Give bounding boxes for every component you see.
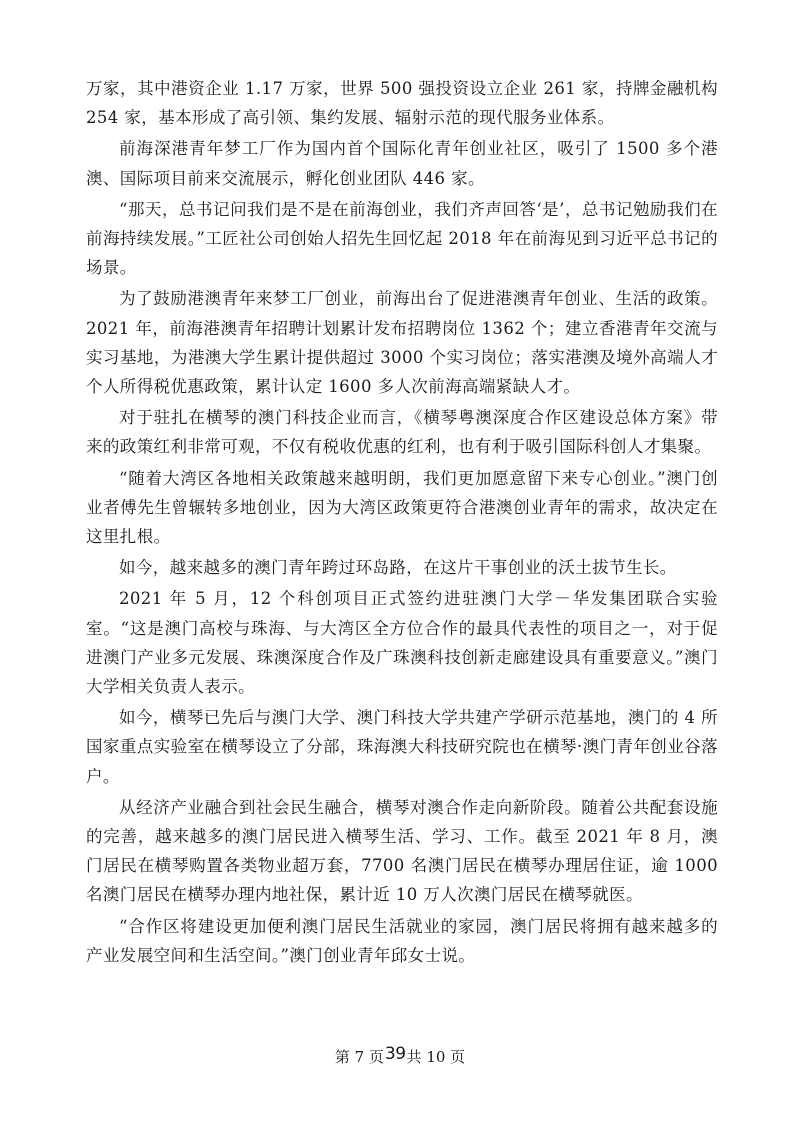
paragraph-1: 万家，其中港资企业 1.17 万家，世界 500 强投资设立企业 261 家，持牌金融机构 254 家，基本形成了高引领、集约发展、辐射示范的现代服务业体系。 — [86, 79, 718, 128]
paragraph-5: 对于驻扎在横琴的澳门科技企业而言，《横琴粤澳深度合作区建设总体方案》带来的政策红利非常可观，不仅有税收优惠的红利，也有利于吸引国际科创人才集聚。 — [86, 408, 718, 457]
paragraph-4: 为了鼓励港澳青年来梦工厂创业，前海出台了促进港澳青年创业、生活的政策。2021 年，前海港澳青年招聘计划累计发布招聘岗位 1362 个；建立香港青年交流与实习基地，为港澳大学生累计提供超过 3000 个实习岗位；落实港澳及境外高端人才个人所得税优惠政策，累计认定 1600 多人次前海高端紧缺人才。 — [86, 289, 718, 397]
page-total-label: 共 10 页 — [406, 1048, 466, 1066]
paragraph-3: “那天，总书记问我们是不是在前海创业，我们齐声回答‘是’，总书记勉励我们在前海持续发展。”工匠社公司创始人招先生回忆起 2018 年在前海见到习近平总书记的场景。 — [86, 199, 718, 278]
paragraph-9: 如今，横琴已先后与澳门大学、澳门科技大学共建产学研示范基地，澳门的 4 所国家重点实验室在横琴设立了分部，珠海澳大科技研究院也在横琴·澳门青年创业谷落户。 — [86, 708, 718, 786]
paragraph-7: 如今，越来越多的澳门青年跨过环岛路，在这片干事创业的沃土拔节生长。 — [119, 558, 677, 578]
paragraph-8: 2021 年 5 月，12 个科创项目正式签约进驻澳门大学－华发集团联合实验室。“这是澳门高校与珠海、与大湾区全方位合作的最具代表性的项目之一，对于促进澳门产业多元发展、珠澳深度合作及广珠澳科技创新走廊建设具有重要意义。”澳门大学相关负责人表示。 — [86, 589, 718, 697]
paragraph-10: 从经济产业融合到社会民生融合，横琴对澳合作走向新阶段。随着公共配套设施的完善，越来越多的澳门居民进入横琴生活、学习、工作。截至 2021 年 8 月，澳门居民在横琴购置各类物业超万套，7700 名澳门居民在横琴办理居住证，逾 1000 名澳门居民在横琴办理内地社保，累计近 10 万人次澳门居民在横琴就医。 — [86, 797, 718, 905]
page-footer — [0, 1046, 800, 1067]
paragraph-2: 前海深港青年梦工厂作为国内首个国际化青年创业社区，吸引了 1500 多个港澳、国际项目前来交流展示，孵化创业团队 446 家。 — [86, 139, 718, 188]
paragraph-6: “随着大湾区各地相关政策越来越明朗，我们更加愿意留下来专心创业。”澳门创业者傅先生曾辗转多地创业，因为大湾区政策更符合港澳创业青年的需求，故决定在这里扎根。 — [86, 468, 718, 547]
paragraph-11: “合作区将建设更加便利澳门居民生活就业的家园，澳门居民将拥有越来越多的产业发展空间和生活空间。”澳门创业青年邱女士说。 — [86, 916, 718, 965]
page-number-label: 第 7 页 — [334, 1048, 384, 1066]
document-body — [86, 74, 718, 972]
page-stamp-number: 39 — [384, 1044, 406, 1064]
